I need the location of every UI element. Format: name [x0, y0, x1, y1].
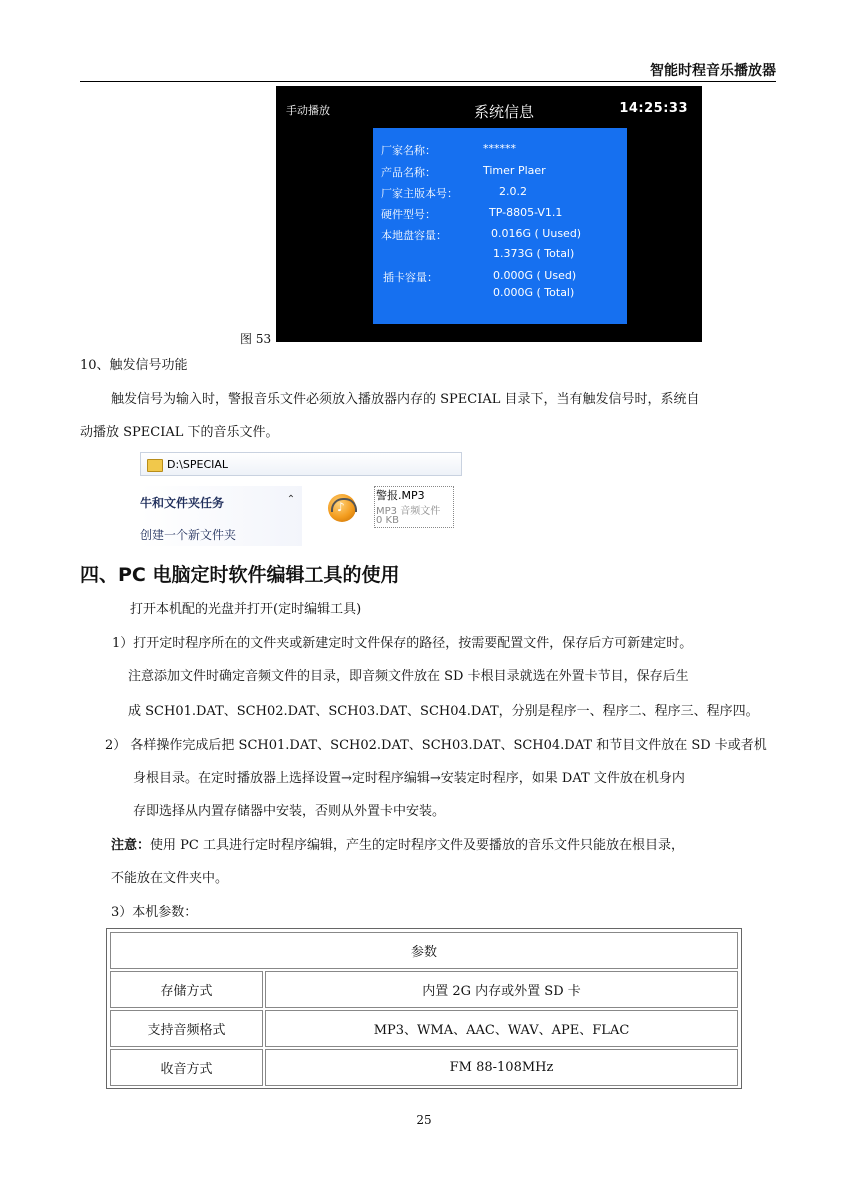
table-row-key: 收音方式	[110, 1049, 263, 1086]
table-header: 参数	[110, 932, 738, 969]
table-row-key: 存储方式	[110, 971, 263, 1008]
device-screen-figure	[276, 86, 702, 342]
info-value-card-total: 0.000G ( Total)	[493, 286, 575, 299]
info-label-card: 插卡容量：	[383, 271, 438, 284]
step1-line1: 1）打开定时程序所在的文件夹或新建定时文件保存的路径，按需要配置文件，保存后方可新建定时。	[112, 636, 693, 651]
info-value-hardware: TP-8805-V1.1	[489, 206, 563, 219]
folder-tasks-title: 牛和文件夹任务	[140, 496, 225, 510]
table-row-key: 支持音频格式	[110, 1010, 263, 1047]
system-info-panel	[373, 128, 627, 324]
folder-tasks-panel	[140, 486, 302, 546]
step2-line3: 存即选择从内置存储器中安装，否则从外置卡中安装。	[133, 804, 446, 819]
step2-line1: 2） 各样操作完成后把 SCH01.DAT、SCH02.DAT、SCH03.DAT、SCH04.DAT 和节目文件放在 SD 卡或者机	[105, 738, 767, 753]
section-4-heading: 四、PC 电脑定时软件编辑工具的使用	[80, 564, 400, 586]
info-label-product: 产品名称：	[381, 166, 436, 179]
section-10-paragraph-line2: 动播放 SPECIAL 下的音乐文件。	[80, 425, 279, 440]
parameters-table	[106, 928, 742, 1089]
new-folder-link[interactable]: 创建一个新文件夹	[140, 528, 237, 542]
device-screen-title: 系统信息	[474, 103, 535, 121]
info-value-product: Timer Plaer	[483, 164, 546, 177]
page-number: 25	[416, 1113, 432, 1127]
folder-icon	[147, 459, 163, 472]
step3-title: 3）本机参数：	[111, 905, 198, 920]
info-label-manufacturer: 厂家名称：	[381, 144, 436, 157]
running-header-title: 智能时程音乐播放器	[650, 63, 776, 79]
explorer-screenshot	[140, 452, 462, 548]
info-label-local-disk: 本地盘容量：	[381, 229, 447, 242]
note-text: 使用 PC 工具进行定时程序编辑，产生的定时程序文件及要播放的音乐文件只能放在根目录，	[150, 838, 684, 853]
table-row-value: MP3、WMA、AAC、WAV、APE、FLAC	[265, 1010, 738, 1047]
device-mode-label: 手动播放	[286, 104, 330, 117]
info-value-local-used: 0.016G ( Uused)	[491, 227, 582, 240]
file-size: 0 KB	[376, 515, 399, 526]
step1-line3: 成 SCH01.DAT、SCH02.DAT、SCH03.DAT、SCH04.DAT，分别是程序一、程序二、程序三、程序四。	[128, 704, 759, 719]
figure-caption: 图 53	[240, 332, 272, 346]
file-name: 警报.MP3	[376, 489, 425, 502]
note-label: 注意：	[111, 838, 151, 853]
info-label-hardware: 硬件型号：	[381, 208, 436, 221]
note-line2: 不能放在文件夹中。	[111, 871, 229, 886]
table-row-value: FM 88-108MHz	[265, 1049, 738, 1086]
address-path: D:\SPECIAL	[167, 458, 229, 471]
section-10-paragraph-line1: 触发信号为输入时，警报音乐文件必须放入播放器内存的 SPECIAL 目录下，当有触发信号时，系统自	[111, 392, 700, 407]
info-value-manufacturer: ******	[483, 142, 516, 155]
info-value-local-total: 1.373G ( Total)	[493, 247, 575, 260]
info-value-card-used: 0.000G ( Used)	[493, 269, 577, 282]
audio-file-icon[interactable]	[328, 494, 356, 522]
step1-line2: 注意添加文件时确定音频文件的目录，即音频文件放在 SD 卡根目录就选在外置卡节目，保存后生	[128, 669, 689, 684]
device-clock: 14:25:33	[619, 101, 688, 116]
header-rule	[80, 81, 776, 82]
info-label-version: 厂家主版本号：	[381, 187, 458, 200]
table-row-value: 内置 2G 内存或外置 SD 卡	[265, 971, 738, 1008]
section-10-title: 10、触发信号功能	[80, 358, 188, 373]
file-type: MP3 音频文件	[376, 506, 441, 517]
section-4-intro: 打开本机配的光盘并打开(定时编辑工具)	[130, 602, 362, 617]
step2-line2: 身根目录。在定时播放器上选择设置→定时程序编辑→安装定时程序，如果 DAT 文件放在机身内	[133, 771, 685, 786]
note-line1	[111, 837, 684, 855]
address-bar[interactable]	[140, 452, 462, 476]
info-value-version: 2.0.2	[499, 185, 527, 198]
chevron-up-icon[interactable]: ⌃	[286, 494, 296, 505]
